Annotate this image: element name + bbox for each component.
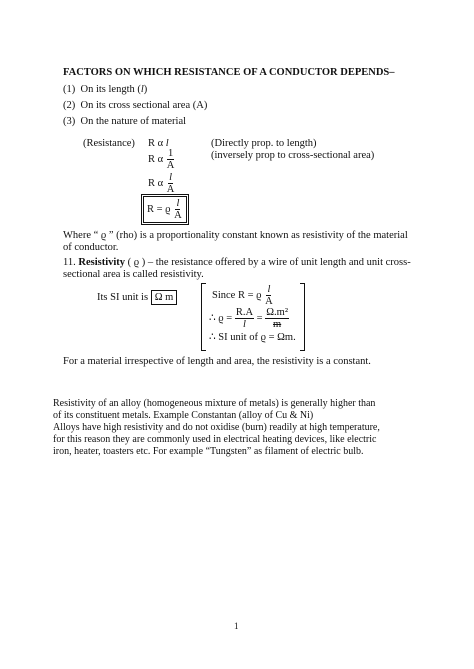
page-number: 1: [234, 621, 239, 631]
equals-sign: =: [256, 312, 263, 324]
factor-number: (1): [63, 84, 76, 95]
fraction-den: l: [242, 319, 246, 330]
rho-formula: [209, 307, 289, 330]
relation-var: l: [165, 138, 169, 149]
resistivity-formula-box: [143, 196, 187, 223]
factor-number: (2): [63, 100, 76, 111]
formula-text: Since R = ϱ: [212, 289, 262, 301]
fraction: [264, 284, 274, 307]
relation-text: R α: [148, 138, 166, 149]
resistance-label: (Resistance): [83, 138, 135, 149]
si-unit-line: ∴ SI unit of ϱ = Ωm.: [209, 332, 296, 343]
fraction: [235, 307, 254, 330]
fraction: [166, 172, 176, 195]
si-unit-box: Ω m: [151, 290, 178, 305]
fraction-num: R.A: [235, 307, 254, 318]
factor-var: l: [140, 84, 144, 95]
constant-note: For a material irrespective of length and area, the resistivity is a constant.: [63, 356, 371, 367]
factor-item-material: [63, 115, 186, 128]
factor-tail: ): [143, 84, 148, 95]
relation-text: R α: [148, 153, 164, 165]
relation-text: R α: [148, 177, 164, 189]
fraction-den: m: [273, 319, 282, 330]
fraction-den: A: [265, 296, 273, 307]
term: Resistivity: [78, 257, 126, 268]
fraction-num: l: [169, 172, 173, 183]
factor-text: On its cross sectional area (A): [80, 100, 208, 111]
fraction-num: l: [267, 284, 271, 295]
relation-text: R = ϱ: [147, 203, 171, 215]
fraction: [166, 148, 176, 171]
note-direct: (Directly prop. to length): [211, 138, 317, 149]
factor-text: On its length (: [80, 84, 141, 95]
symbol: ( ϱ ): [127, 257, 146, 268]
where-text-line1: Where “ ϱ ” (rho) is a proportionality constant known as resistivity of the material: [63, 230, 408, 241]
page-title: FACTORS ON WHICH RESISTANCE OF A CONDUCTOR DEPENDS–: [63, 67, 395, 78]
paragraph-line: Alloys have high resistivity and do not oxidise (burn) readily at high temperature,: [53, 422, 380, 433]
factor-item-length: [63, 83, 147, 96]
factor-text: On the nature of material: [80, 116, 187, 127]
relation-combined: [148, 172, 175, 195]
where-text-line2: of conductor.: [63, 242, 119, 253]
relation-area: [148, 148, 175, 171]
paragraph-line: of its constituent metals. Example Constantan (alloy of Cu & Ni): [53, 410, 314, 421]
formula-text: ∴ ϱ =: [209, 312, 233, 324]
factor-item-area: [63, 99, 207, 112]
fraction-num: 1: [167, 148, 174, 159]
paragraph-line: for this reason they are commonly used in electrical heating devices, like electric: [53, 434, 377, 445]
fraction: [173, 198, 183, 221]
fraction-den: A: [166, 160, 175, 171]
paragraph-line: Resistivity of an alloy (homogeneous mixture of metals) is generally higher than: [53, 398, 376, 409]
right-bracket: [300, 283, 305, 351]
definition-text: – the resistance offered by a wire of unit length and unit cross-: [145, 257, 411, 268]
fraction-num: l: [176, 198, 180, 209]
since-formula: [212, 284, 274, 307]
label-text: Its SI unit is: [97, 292, 149, 303]
left-bracket: [201, 283, 206, 351]
resistivity-definition-line2: sectional area is called resistivity.: [63, 269, 204, 280]
alloy-paragraph: [53, 398, 380, 458]
fraction-den: A: [174, 210, 182, 221]
note-inverse: (inversely prop to cross-sectional area): [211, 150, 375, 161]
si-unit-label: [97, 291, 177, 304]
paragraph-line: iron, heater, toasters etc. For example “Tungsten” as filament of electric bulb.: [53, 446, 364, 457]
fraction-den: A: [166, 184, 175, 195]
factor-number: (3): [63, 116, 76, 127]
fraction: [265, 307, 289, 330]
item-number: 11.: [63, 257, 76, 268]
fraction-num: Ω.m²: [266, 307, 288, 318]
